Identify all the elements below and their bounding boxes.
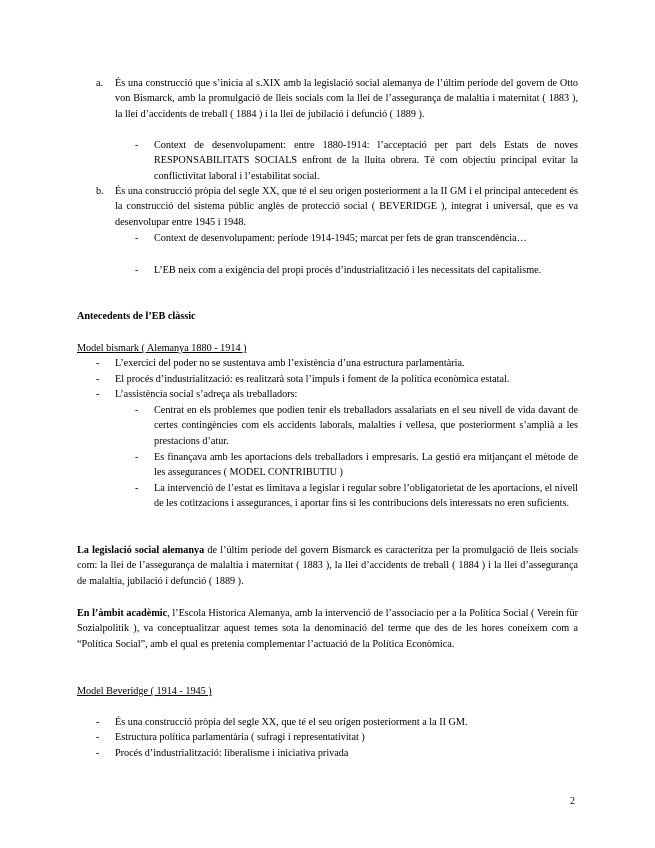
bullet-dash: - [135,405,139,416]
bullet-dash: - [96,748,100,759]
paragraph-academic [77,606,578,652]
list-item-text: Procés d’industrialització: liberalisme i iniciativa privada [115,748,349,759]
bold-lead: En l’àmbit acadèmic [77,608,168,619]
sub-item-text: Centrat en els problemes que podien tenir els treballadors assalariats en el seu nivell de vida davant de certes contingències com els accidents laborals, malalties i vellesa, que posteriorment s’amplià a les prestacions d’atur. [154,405,578,447]
sub-item-text: Context de desenvolupament: entre 1880-1914: l’acceptació per part dels Estats de noves RESPONSABILITATS SOCIALS enfront de la lluita obrera. Té com objectiu principal evitar la conflictivitat laboral i l’estabilitat social. [154,140,578,182]
list-item-text: És una construcció pròpia del segle XX, que té el seu origen posteriorment a la II GM. [115,717,468,728]
list-item-text: És una construcció que s’inicia al s.XIX amb la legislació social alemanya de l’últim període del govern de Otto von Bismarck, amb la promulgació de lleis socials com la llei de l’assegurança de malaltia i maternitat ( 1883 ), la llei d’accidents de treball ( 1884 ) i la llei de jubilació i defunció ( 1889 ). [115,78,578,120]
bold-lead: La legislació social alemanya [77,545,205,556]
list-item-text: L’assistència social s’adreça als treballadors: [115,389,298,400]
bullet-dash: - [96,732,100,743]
subsection-title: Model bismark ( Alemanya 1880 - 1914 ) [77,343,247,354]
sub-item-text: L’EB neix com a exigència del propi procés d’industrialització i les necessitats del capitalisme. [154,265,542,276]
page-number: 2 [570,796,575,807]
paragraph-legislacio [77,543,578,589]
bullet-dash: - [135,452,139,463]
bullet-dash: - [96,389,100,400]
list-marker: b. [96,186,104,197]
bullet-dash: - [135,140,139,151]
list-item-text: El procés d’industrialització: es realitzarà sota l’impuls i foment de la política econòmica estatal. [115,374,510,385]
bullet-dash: - [96,717,100,728]
bullet-dash: - [96,374,100,385]
sub-item-text: Context de desenvolupament: període 1914-1945; marcat per fets de gran transcendència… [154,233,527,244]
sub-item-text: Es finançava amb les aportacions dels treballadors i empresaris. La gestió era mitjançant el mètode de les assegurances ( MODEL CONTRIBUTIU ) [154,452,578,479]
section-heading: Antecedents de l’EB clàssic [77,311,196,322]
paragraph-text: , l’Escola Historica Alemanya, amb la intervenció de l’associacio per a la Política Social ( Verein für Sozialpolitik ), va conceptualitzar aquest temes sota la denominació del terme que des de les hores coneixem com a “Política Social”, amb el qual es pretenia complementar l’actuació de la Política Econòmica. [77,608,579,650]
bullet-dash: - [135,265,139,276]
list-item-text: L’exercici del poder no se sustentava amb l’existència d’una estructura parlamentària. [115,358,465,369]
sub-item-text: La intervenció de l’estat es limitava a legislar i regular sobre l’obligatorietat de les aportacions, el nivell de les cotitzacions i assegurances, i aportar fins si les contribucions dels interessats no eren suficients. [154,483,578,510]
subsection-title: Model Beveridge ( 1914 - 1945 ) [77,686,212,697]
paragraph-text: de l’últim període del govern Bismarck es caracteritza per la promulgació de lleis socials com: la llei de l’assegurança de malaltia i maternitat ( 1883 ), la llei d’accidents de treball ( 1884 ) i la llei d’assegurança de malaltia, jubilació i defunció ( 1889 ). [77,545,578,587]
list-item-text: Estructura política parlamentària ( sufragi i representativitat ) [115,732,365,743]
list-item-text: És una construcció pròpia del segle XX, que té el seu origen posteriorment a la II GM i el principal antecedent és la construcció del sistema públic anglès de protecció social ( BEVERIDGE ), integrat i universal, que es va desenvolupar entre 1945 i 1948. [115,186,578,228]
bullet-dash: - [135,233,139,244]
bullet-dash: - [96,358,100,369]
bullet-dash: - [135,483,139,494]
list-marker: a. [96,78,104,89]
